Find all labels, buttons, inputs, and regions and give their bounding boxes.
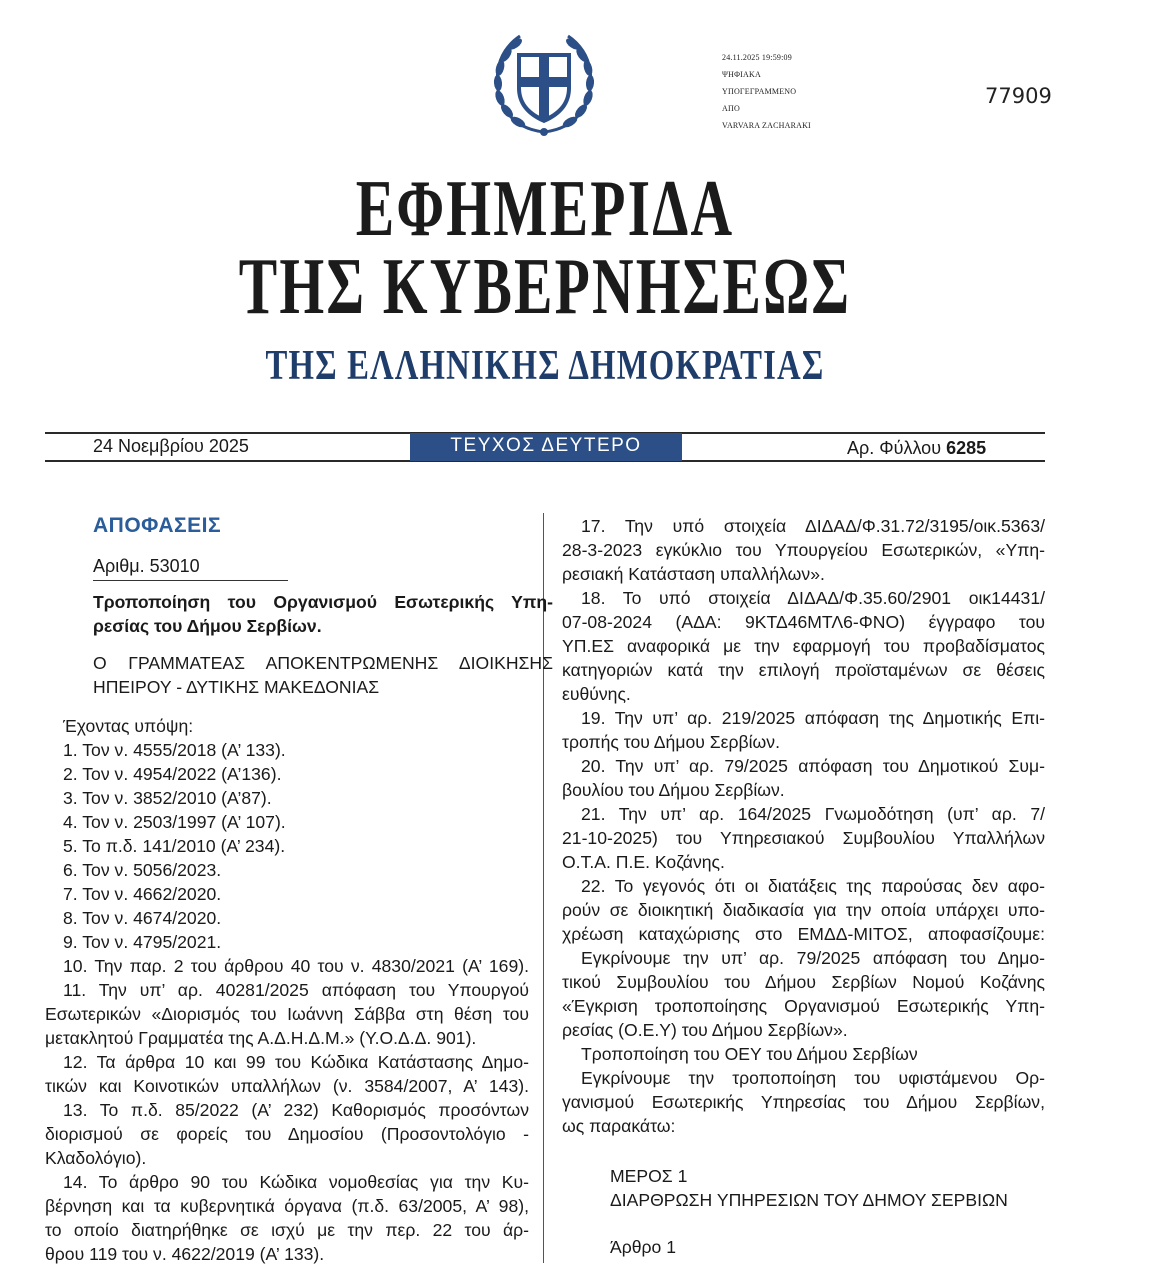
paragraph-19: τροπής του Δήμου Σερβίων. [562,732,780,752]
signature-timestamp: 24.11.2025 19:59:09 [722,53,792,62]
paragraph-12: 12. Τα άρθρα 10 και 99 του Κώδικα Κατάστασης Δημο- [63,1052,529,1072]
gazette-title: ΕΦΗΜΕΡΙΔΑ [355,165,735,253]
paragraph-11: μετακλητού Γραμματέα της Α.Δ.Η.Δ.Μ.» (Υ.Ο.Δ.Δ. 901). [45,1028,477,1048]
paragraph-18: ευθύνης. [562,684,631,704]
list-item: 2. Τον ν. 4954/2022 (Α’136). [63,764,282,784]
gazette-title-line2: ΤΗΣ ΚΥΒΕΡΝΗΣΕΩΣ [238,243,852,331]
paragraph-19: 19. Την υπ’ αρ. 219/2025 απόφαση της Δημοτικής Επι- [581,708,1045,728]
issuing-authority: Ο ΓΡΑΜΜΑΤΕΑΣ ΑΠΟΚΕΝΤΡΩΜΕΝΗΣ ΔΙΟΙΚΗΣΗΣ [93,653,553,673]
document-code: 77909 [985,84,1052,108]
part-number: ΜΕΡΟΣ 1 [610,1166,688,1186]
paragraph-21: 21. Την υπ’ αρ. 164/2025 Γνωμοδότηση (υπ’ αρ. 7/ [581,804,1045,824]
approval-paragraph: «Έγκριση τροποποίησης Οργανισμού Εσωτερικής Υπη- [562,996,1045,1016]
issue-series: ΤΕΥΧΟΣ ΔΕΥΤΕΡΟ [450,435,642,456]
amendment-paragraph: γανισμού Εσωτερικής Υπηρεσίας του Δήμου Σερβίων, [562,1092,1045,1112]
paragraph-22: 22. Το γεγονός ότι οι διατάξεις της παρούσας δεν αφο- [581,876,1045,896]
paragraph-17: 28-3-2023 εγκύκλιο του Υπουργείου Εσωτερικών, «Υπη- [562,540,1045,560]
signature-line: ΨΗΦΙΑΚΑ [722,70,761,79]
list-item: 5. Το π.δ. 141/2010 (Α’ 234). [63,836,286,856]
list-item: 7. Τον ν. 4662/2020. [63,884,222,904]
paragraph-20: 20. Την υπ’ αρ. 79/2025 απόφαση του Δημοτικού Συμ- [581,756,1045,776]
decision-number-underline [93,580,288,581]
coat-of-arms-icon [488,28,600,140]
gazette-subtitle: ΤΗΣ ΕΛΛΗΝΙΚΗΣ ΔΗΜΟΚΡΑΤΙΑΣ [265,343,825,389]
paragraph-11: 11. Την υπ’ αρ. 40281/2025 απόφαση του Υπουργού [63,980,529,1000]
paragraph-18: 18. Το υπό στοιχεία ΔΙΔΑΔ/Φ.35.60/2901 οικ14431/ [581,588,1045,608]
paragraph-13: 13. Το π.δ. 85/2022 (Α’ 232) Καθορισμός προσόντων [63,1100,529,1120]
paragraph-22: χρέωση καταχώρισης στο ΕΜΔΔ-ΜΙΤΟΣ, αποφασίζουμε: [562,924,1045,944]
paragraph-18: 07-08-2024 (ΑΔΑ: 9ΚΤΔ46ΜΤΛ6-ΦΝΟ) έγγραφο του [562,612,1045,632]
issue-date: 24 Νοεμβρίου 2025 [93,436,249,456]
part-title: ΔΙΑΡΘΡΩΣΗ ΥΠΗΡΕΣΙΩΝ ΤΟΥ ΔΗΜΟΥ ΣΕΡΒΙΩΝ [610,1190,1008,1210]
amendment-paragraph: ως παρακάτω: [562,1116,676,1136]
decision-subject: Τροποποίηση του Οργανισμού Εσωτερικής Υπη- [93,592,553,612]
amendment-paragraph: Εγκρίνουμε την τροποποίηση του υφιστάμενου Ορ- [581,1068,1045,1088]
paragraph-20: βουλίου του Δήμου Σερβίων. [562,780,785,800]
column-divider [543,513,544,1263]
signature-line: ΑΠΟ [722,104,740,113]
considering-label: Έχοντας υπόψη: [63,716,194,736]
sheet-number: 6285 [946,438,987,458]
list-item: 4. Τον ν. 2503/1997 (Α’ 107). [63,812,286,832]
signature-signer: VARVARA ZACHARAKI [722,121,811,130]
list-item: 9. Τον ν. 4795/2021. [63,932,222,952]
amendment-title: Τροποποίηση του ΟΕΥ του Δήμου Σερβίων [581,1044,918,1064]
signature-line: ΥΠΟΓΕΓΡΑΜΜΕΝΟ [722,87,797,96]
paragraph-14: 14. Το άρθρο 90 του Κώδικα νομοθεσίας για την Κυ- [63,1172,529,1192]
list-item: 1. Τον ν. 4555/2018 (Α’ 133). [63,740,286,760]
paragraph-21: 21-10-2025) του Υπηρεσιακού Συμβουλίου Υπαλλήλων [562,828,1045,848]
issue-sheet-number [847,438,986,459]
paragraph-17: 17. Την υπό στοιχεία ΔΙΔΑΔ/Φ.31.72/3195/οικ.5363/ [581,516,1045,536]
paragraph-21: Ο.Τ.Α. Π.Ε. Κοζάνης. [562,852,725,872]
sheet-label: Αρ. Φύλλου [847,438,942,458]
list-item: 3. Τον ν. 3852/2010 (Α’87). [63,788,272,808]
paragraph-12: τικών και Κοινοτικών υπαλλήλων (ν. 3584/2007, Α’ 143). [45,1076,529,1096]
article-heading: Άρθρο 1 [610,1237,677,1257]
paragraph-18: ΥΠ.ΕΣ αναφορικά με την εφαρμογή του προβαδίσματος [562,636,1045,656]
paragraph-13: Κλαδολόγιο). [45,1148,147,1168]
decision-subject: ρεσίας του Δήμου Σερβίων. [93,616,322,636]
approval-paragraph: ρεσίας (Ο.Ε.Υ) του Δήμου Σερβίων». [562,1020,848,1040]
paragraph-14: βέρνηση και τα κυβερνητικά όργανα (π.δ. 63/2005, Α’ 98), [45,1196,529,1216]
paragraph-18: κατηγοριών κατά την επιλογή προϊσταμένων σε θέσεις [562,660,1045,680]
issuing-authority: ΗΠΕΙΡΟΥ - ΔΥΤΙΚΗΣ ΜΑΚΕΔΟΝΙΑΣ [93,677,380,697]
paragraph-13: διορισμού σε φορείς του Δημοσίου (Προσοντολόγιο - [45,1124,529,1144]
paragraph-17: ρεσιακή Κατάσταση υπαλλήλων». [562,564,825,584]
approval-paragraph: τικού Συμβουλίου του Δήμου Σερβίων Νομού Κοζάνης [562,972,1045,992]
decision-number: Αριθμ. 53010 [93,556,200,576]
approval-paragraph: Εγκρίνουμε την υπ’ αρ. 79/2025 απόφαση του Δημο- [581,948,1045,968]
list-item: 6. Τον ν. 5056/2023. [63,860,222,880]
list-item: 8. Τον ν. 4674/2020. [63,908,222,928]
paragraph-14: το οποίο διατηρήθηκε σε ισχύ με την περ. 22 του άρ- [45,1220,529,1240]
paragraph-22: ρούν σε διοικητική διαδικασία για την οποία υπάρχει υπο- [562,900,1045,920]
paragraph-10: 10. Την παρ. 2 του άρθρου 40 του ν. 4830/2021 (Α’ 169). [63,956,529,976]
paragraph-11: Εσωτερικών «Διορισμός του Ιωάννη Σάββα στη θέση του [45,1004,529,1024]
section-heading: ΑΠΟΦΑΣΕΙΣ [93,514,222,537]
paragraph-14: θρου 119 του ν. 4622/2019 (Α’ 133). [45,1244,325,1264]
